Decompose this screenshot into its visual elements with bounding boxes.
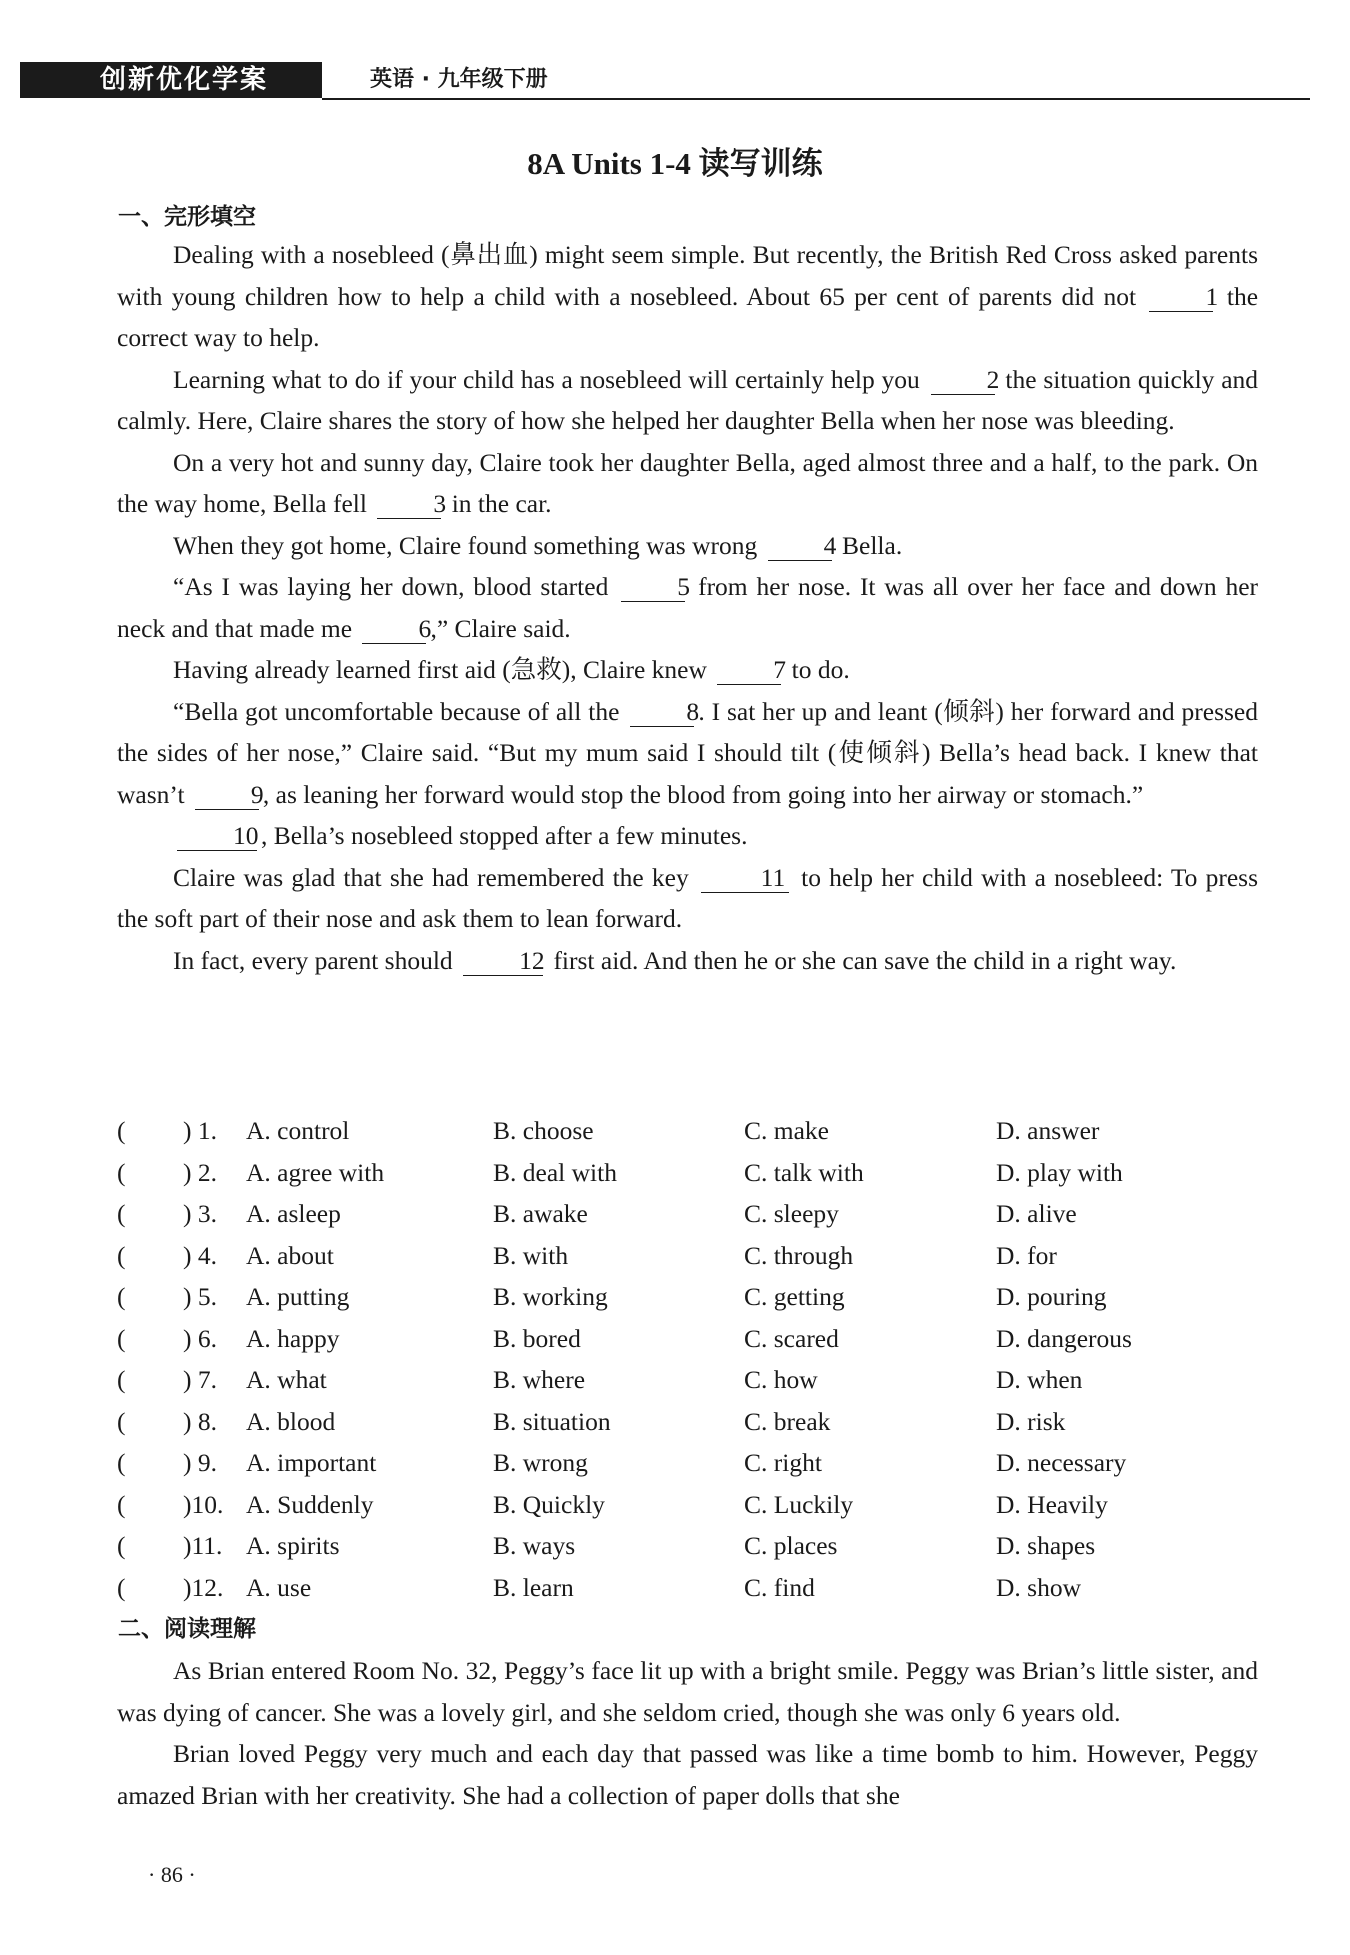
answer-paren[interactable]: ( xyxy=(117,1406,126,1436)
section-heading-reading: 二、阅读理解 xyxy=(118,1616,256,1642)
option-d: D. for xyxy=(996,1240,1057,1270)
option-row xyxy=(117,1276,1258,1318)
options-list xyxy=(117,1110,1258,1608)
option-b: B. learn xyxy=(493,1572,574,1602)
text: to help her child with a nosebleed: To press the soft part of their nose and ask them to lean forward. xyxy=(117,862,1259,933)
question-number: )10. xyxy=(183,1489,224,1519)
blank-5[interactable]: 5 xyxy=(621,573,685,602)
answer-paren[interactable]: ( xyxy=(117,1323,126,1353)
option-row xyxy=(117,1110,1258,1152)
option-row xyxy=(117,1401,1258,1443)
text: . I sat her up and leant (倾斜) her forward and pressed the sides of her nose,” Claire said. “But my mum said I should tilt (使倾斜) Bella’s head back. I knew that wasn’t xyxy=(117,696,1258,809)
option-d: D. pouring xyxy=(996,1282,1107,1311)
option-d: D. shapes xyxy=(996,1531,1096,1560)
paragraph xyxy=(117,525,1258,567)
option-a: A. important xyxy=(246,1448,377,1477)
page-number: · 86 · xyxy=(148,1862,196,1887)
option-a: A. control xyxy=(246,1116,350,1145)
option-row xyxy=(117,1359,1258,1401)
text: Learning what to do if your child has a nosebleed will certainly help you xyxy=(173,364,920,394)
text: , Bella’s nosebleed stopped after a few minutes. xyxy=(261,821,748,850)
paragraph xyxy=(117,857,1258,940)
question-number: ) 9. xyxy=(183,1448,217,1477)
option-b: B. working xyxy=(493,1282,608,1311)
reading-passage xyxy=(117,1650,1258,1816)
book-title: 英语 · 九年级下册 xyxy=(370,67,548,92)
paragraph xyxy=(117,815,1258,857)
blank-9[interactable]: 9 xyxy=(195,781,259,810)
text: When they got home, Claire found something was wrong xyxy=(173,530,758,560)
paragraph xyxy=(117,359,1258,442)
option-c: C. talk with xyxy=(744,1157,864,1187)
option-row xyxy=(117,1193,1258,1235)
option-a: A. Suddenly xyxy=(246,1489,374,1519)
answer-paren[interactable]: ( xyxy=(117,1240,126,1270)
option-d: D. answer xyxy=(996,1116,1100,1145)
text: first aid. And then he or she can save the child in a right way. xyxy=(553,945,1177,975)
option-row xyxy=(117,1525,1258,1567)
blank-4[interactable]: 4 xyxy=(768,532,832,561)
blank-6[interactable]: 6 xyxy=(362,615,426,644)
option-a: A. asleep xyxy=(246,1199,341,1228)
option-c: C. through xyxy=(744,1240,854,1270)
answer-paren[interactable]: ( xyxy=(117,1448,126,1477)
blank-10[interactable]: 10 xyxy=(177,822,257,851)
paragraph xyxy=(117,940,1258,982)
answer-paren[interactable]: ( xyxy=(117,1531,126,1560)
answer-paren[interactable]: ( xyxy=(117,1282,126,1311)
paragraph xyxy=(117,234,1258,359)
brand-logo: 创新优化学案 xyxy=(20,62,322,98)
paragraph xyxy=(117,691,1258,816)
question-number: ) 4. xyxy=(183,1240,217,1270)
answer-paren[interactable]: ( xyxy=(117,1489,126,1519)
option-row xyxy=(117,1442,1258,1484)
text: the correct way to help. xyxy=(117,281,1259,352)
cloze-passage xyxy=(117,234,1258,981)
option-b: B. with xyxy=(493,1240,569,1270)
option-c: C. places xyxy=(744,1531,838,1560)
answer-paren[interactable]: ( xyxy=(117,1199,126,1228)
text: Dealing with a nosebleed (鼻出血) might seem simple. But recently, the British Red Cross asked parents with young children how to help a child with a nosebleed. About 65 per cent of parents did not xyxy=(117,240,1258,311)
option-b: B. bored xyxy=(493,1323,581,1353)
blank-11[interactable]: 11 xyxy=(701,864,789,893)
text: On a very hot and sunny day, Claire took her daughter Bella, aged almost three and a half, to the park. On the way home, Bella fell xyxy=(117,447,1258,518)
option-d: D. necessary xyxy=(996,1448,1127,1477)
question-number: )11. xyxy=(183,1531,223,1560)
text: in the car. xyxy=(451,489,552,518)
text: , as leaning her forward would stop the blood from going into her airway or stomach.” xyxy=(262,779,1144,809)
paragraph: Brian loved Peggy very much and each day that passed was like a time bomb to him. However, Peggy amazed Brian with her creativity. She had a collection of paper dolls that she xyxy=(117,1739,1258,1810)
option-c: C. getting xyxy=(744,1282,845,1311)
option-c: C. make xyxy=(744,1116,829,1145)
page-header xyxy=(20,58,1310,102)
question-number: ) 2. xyxy=(183,1157,217,1187)
option-b: B. Quickly xyxy=(493,1489,605,1519)
option-c: C. how xyxy=(744,1365,818,1394)
option-b: B. awake xyxy=(493,1199,588,1228)
blank-2[interactable]: 2 xyxy=(931,366,995,395)
question-number: ) 3. xyxy=(183,1199,217,1228)
option-d: D. risk xyxy=(996,1406,1066,1436)
option-row xyxy=(117,1318,1258,1360)
option-row xyxy=(117,1235,1258,1277)
option-c: C. scared xyxy=(744,1323,839,1353)
paragraph xyxy=(117,442,1258,525)
blank-1[interactable]: 1 xyxy=(1149,283,1213,312)
text: Having already learned first aid (急救), Claire knew xyxy=(173,655,707,684)
option-row xyxy=(117,1152,1258,1194)
question-number: ) 5. xyxy=(183,1282,217,1311)
option-a: A. putting xyxy=(246,1282,350,1311)
paragraph: As Brian entered Room No. 32, Peggy’s face lit up with a bright smile. Peggy was Brian’s little sister, and was dying of cancer. She was a lovely girl, and she seldom cried, though she was only 6 years old. xyxy=(117,1656,1258,1727)
option-a: A. happy xyxy=(246,1323,340,1353)
option-c: C. Luckily xyxy=(744,1489,854,1519)
option-row xyxy=(117,1567,1258,1609)
option-c: C. right xyxy=(744,1448,822,1477)
option-b: B. situation xyxy=(493,1406,611,1436)
option-a: A. about xyxy=(246,1240,334,1270)
question-number: )12. xyxy=(183,1572,224,1602)
option-c: C. break xyxy=(744,1406,831,1436)
option-b: B. choose xyxy=(493,1116,594,1145)
question-number: ) 8. xyxy=(183,1406,217,1436)
option-d: D. Heavily xyxy=(996,1489,1108,1519)
option-d: D. dangerous xyxy=(996,1323,1132,1353)
answer-paren[interactable]: ( xyxy=(117,1116,126,1145)
text: to do. xyxy=(791,655,850,684)
blank-12[interactable]: 12 xyxy=(463,947,543,976)
option-b: B. wrong xyxy=(493,1448,588,1477)
section-heading-cloze: 一、完形填空 xyxy=(118,204,256,230)
blank-7[interactable]: 7 xyxy=(717,656,781,685)
option-c: C. find xyxy=(744,1572,815,1602)
text: “As I was laying her down, blood started xyxy=(173,572,609,601)
blank-8[interactable]: 8 xyxy=(630,698,694,727)
option-b: B. deal with xyxy=(493,1157,617,1187)
question-number: ) 6. xyxy=(183,1323,217,1353)
option-b: B. ways xyxy=(493,1531,576,1560)
text: “Bella got uncomfortable because of all the xyxy=(173,696,620,726)
question-number: ) 1. xyxy=(183,1116,217,1145)
option-a: A. what xyxy=(246,1365,327,1394)
text: ,” Claire said. xyxy=(430,613,571,643)
text: In fact, every parent should xyxy=(173,945,453,975)
option-a: A. use xyxy=(246,1572,312,1602)
option-d: D. alive xyxy=(996,1199,1077,1228)
text: Claire was glad that she had remembered the key xyxy=(173,862,689,892)
option-b: B. where xyxy=(493,1365,586,1394)
paragraph xyxy=(117,566,1258,649)
header-rule xyxy=(322,98,1310,100)
option-d: D. when xyxy=(996,1365,1083,1394)
option-a: A. agree with xyxy=(246,1157,385,1187)
answer-paren[interactable]: ( xyxy=(117,1365,126,1394)
option-a: A. spirits xyxy=(246,1531,340,1560)
question-number: ) 7. xyxy=(183,1365,217,1394)
paragraph xyxy=(117,649,1258,691)
answer-paren[interactable]: ( xyxy=(117,1572,126,1602)
page-title: 8A Units 1-4 读写训练 xyxy=(527,146,823,181)
answer-paren[interactable]: ( xyxy=(117,1157,126,1187)
text: Bella. xyxy=(842,530,903,560)
text: the situation quickly and calmly. Here, Claire shares the story of how she helped her daughter Bella when her nose was bleeding. xyxy=(117,364,1259,435)
option-d: D. play with xyxy=(996,1157,1123,1187)
option-a: A. blood xyxy=(246,1406,336,1436)
option-row xyxy=(117,1484,1258,1526)
text: from her nose. It was all over her face and down her neck and that made me xyxy=(117,572,1259,643)
option-c: C. sleepy xyxy=(744,1199,839,1228)
option-d: D. show xyxy=(996,1572,1082,1602)
blank-3[interactable]: 3 xyxy=(377,490,441,519)
